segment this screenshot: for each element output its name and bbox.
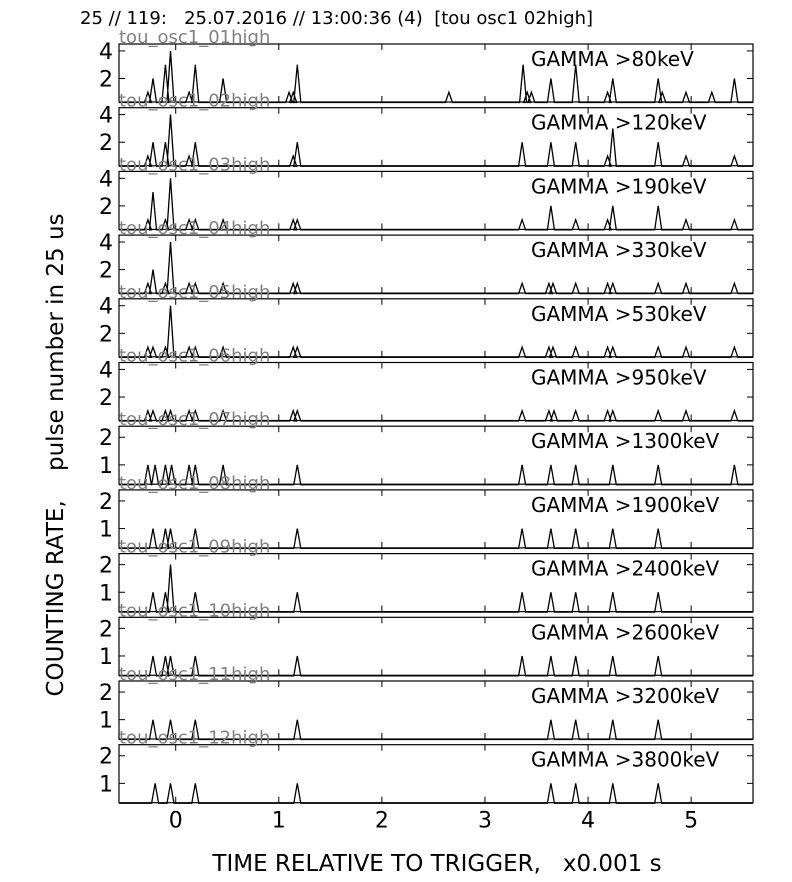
panel-source-label-12: tou_osc1_12high (119, 727, 271, 749)
panel-source-label-4: tou_osc1_04high (119, 218, 271, 240)
panel-label-11: GAMMA >3200keV (531, 684, 720, 708)
panel-source-label-8: tou_osc1_08high (119, 472, 271, 494)
y-tick-label: 2 (99, 617, 113, 643)
panel-label-5: GAMMA >530keV (531, 301, 707, 326)
y-tick-label: 4 (99, 39, 113, 65)
y-tick-label: 2 (99, 553, 113, 579)
y-tick-label: 2 (99, 744, 113, 770)
y-tick-label: 1 (99, 517, 113, 543)
panel-label-10: GAMMA >2600keV (531, 620, 720, 645)
x-tick-label: 1 (271, 808, 286, 834)
panel-label-3: GAMMA >190keV (531, 174, 707, 199)
page-title: 25 // 119: 25.07.2016 // 13:00:36 (4) [tou osc1 02high] (80, 8, 594, 29)
series-line-12 (119, 783, 753, 803)
x-axis-label: TIME RELATIVE TO TRIGGER, x0.001 s (212, 851, 662, 877)
panel-source-label-2: tou_osc1_02high (119, 90, 271, 112)
y-tick-label: 2 (99, 131, 113, 157)
y-tick-label: 4 (99, 358, 113, 384)
y-tick-label: 2 (99, 194, 113, 220)
panel-label-9: GAMMA >2400keV (531, 556, 720, 581)
x-tick-label: 4 (581, 808, 596, 834)
y-tick-label: 1 (99, 772, 113, 798)
y-tick-label: 1 (99, 644, 113, 670)
panel-label-6: GAMMA >950keV (531, 365, 707, 390)
y-tick-label: 2 (99, 681, 113, 707)
y-tick-label: 1 (99, 453, 113, 479)
x-tick-label: 0 (168, 808, 183, 834)
x-tick-label: 3 (477, 808, 492, 834)
y-tick-label: 4 (99, 294, 113, 320)
y-tick-label: 2 (99, 386, 113, 412)
y-tick-label: 2 (99, 322, 113, 348)
y-tick-label: 4 (99, 103, 113, 129)
x-tick-label: 2 (374, 808, 389, 834)
y-tick-label: 2 (99, 426, 113, 452)
y-tick-label: 4 (99, 231, 113, 257)
panel-label-8: GAMMA >1900keV (531, 492, 720, 517)
panel-label-7: GAMMA >1300keV (531, 429, 720, 454)
panel-label-4: GAMMA >330keV (531, 238, 707, 263)
panel-label-2: GAMMA >120keV (531, 110, 707, 135)
panel-label-12: GAMMA >3800keV (531, 747, 720, 772)
panel-source-label-5: tou_osc1_05high (119, 281, 271, 303)
y-tick-label: 2 (99, 258, 113, 284)
panel-source-label-9: tou_osc1_09high (119, 536, 271, 558)
panel-source-label-1: tou_osc1_01high (119, 27, 271, 48)
y-tick-label: 1 (99, 581, 113, 607)
panel-label-1: GAMMA >80keV (531, 47, 694, 71)
panel-source-label-7: tou_osc1_07high (119, 409, 271, 431)
y-tick-label: 1 (99, 708, 113, 734)
x-tick-label: 5 (684, 808, 699, 834)
y-axis-label: COUNTING RATE, pulse number in 25 us (43, 213, 69, 697)
panel-source-label-3: tou_osc1_03high (119, 154, 271, 176)
y-tick-label: 2 (99, 489, 113, 515)
panel-source-label-10: tou_osc1_10high (119, 600, 271, 622)
panel-source-label-11: tou_osc1_11high (119, 664, 271, 685)
y-tick-label: 4 (99, 167, 113, 193)
y-tick-label: 2 (99, 67, 113, 93)
panel-source-label-6: tou_osc1_06high (119, 345, 271, 367)
